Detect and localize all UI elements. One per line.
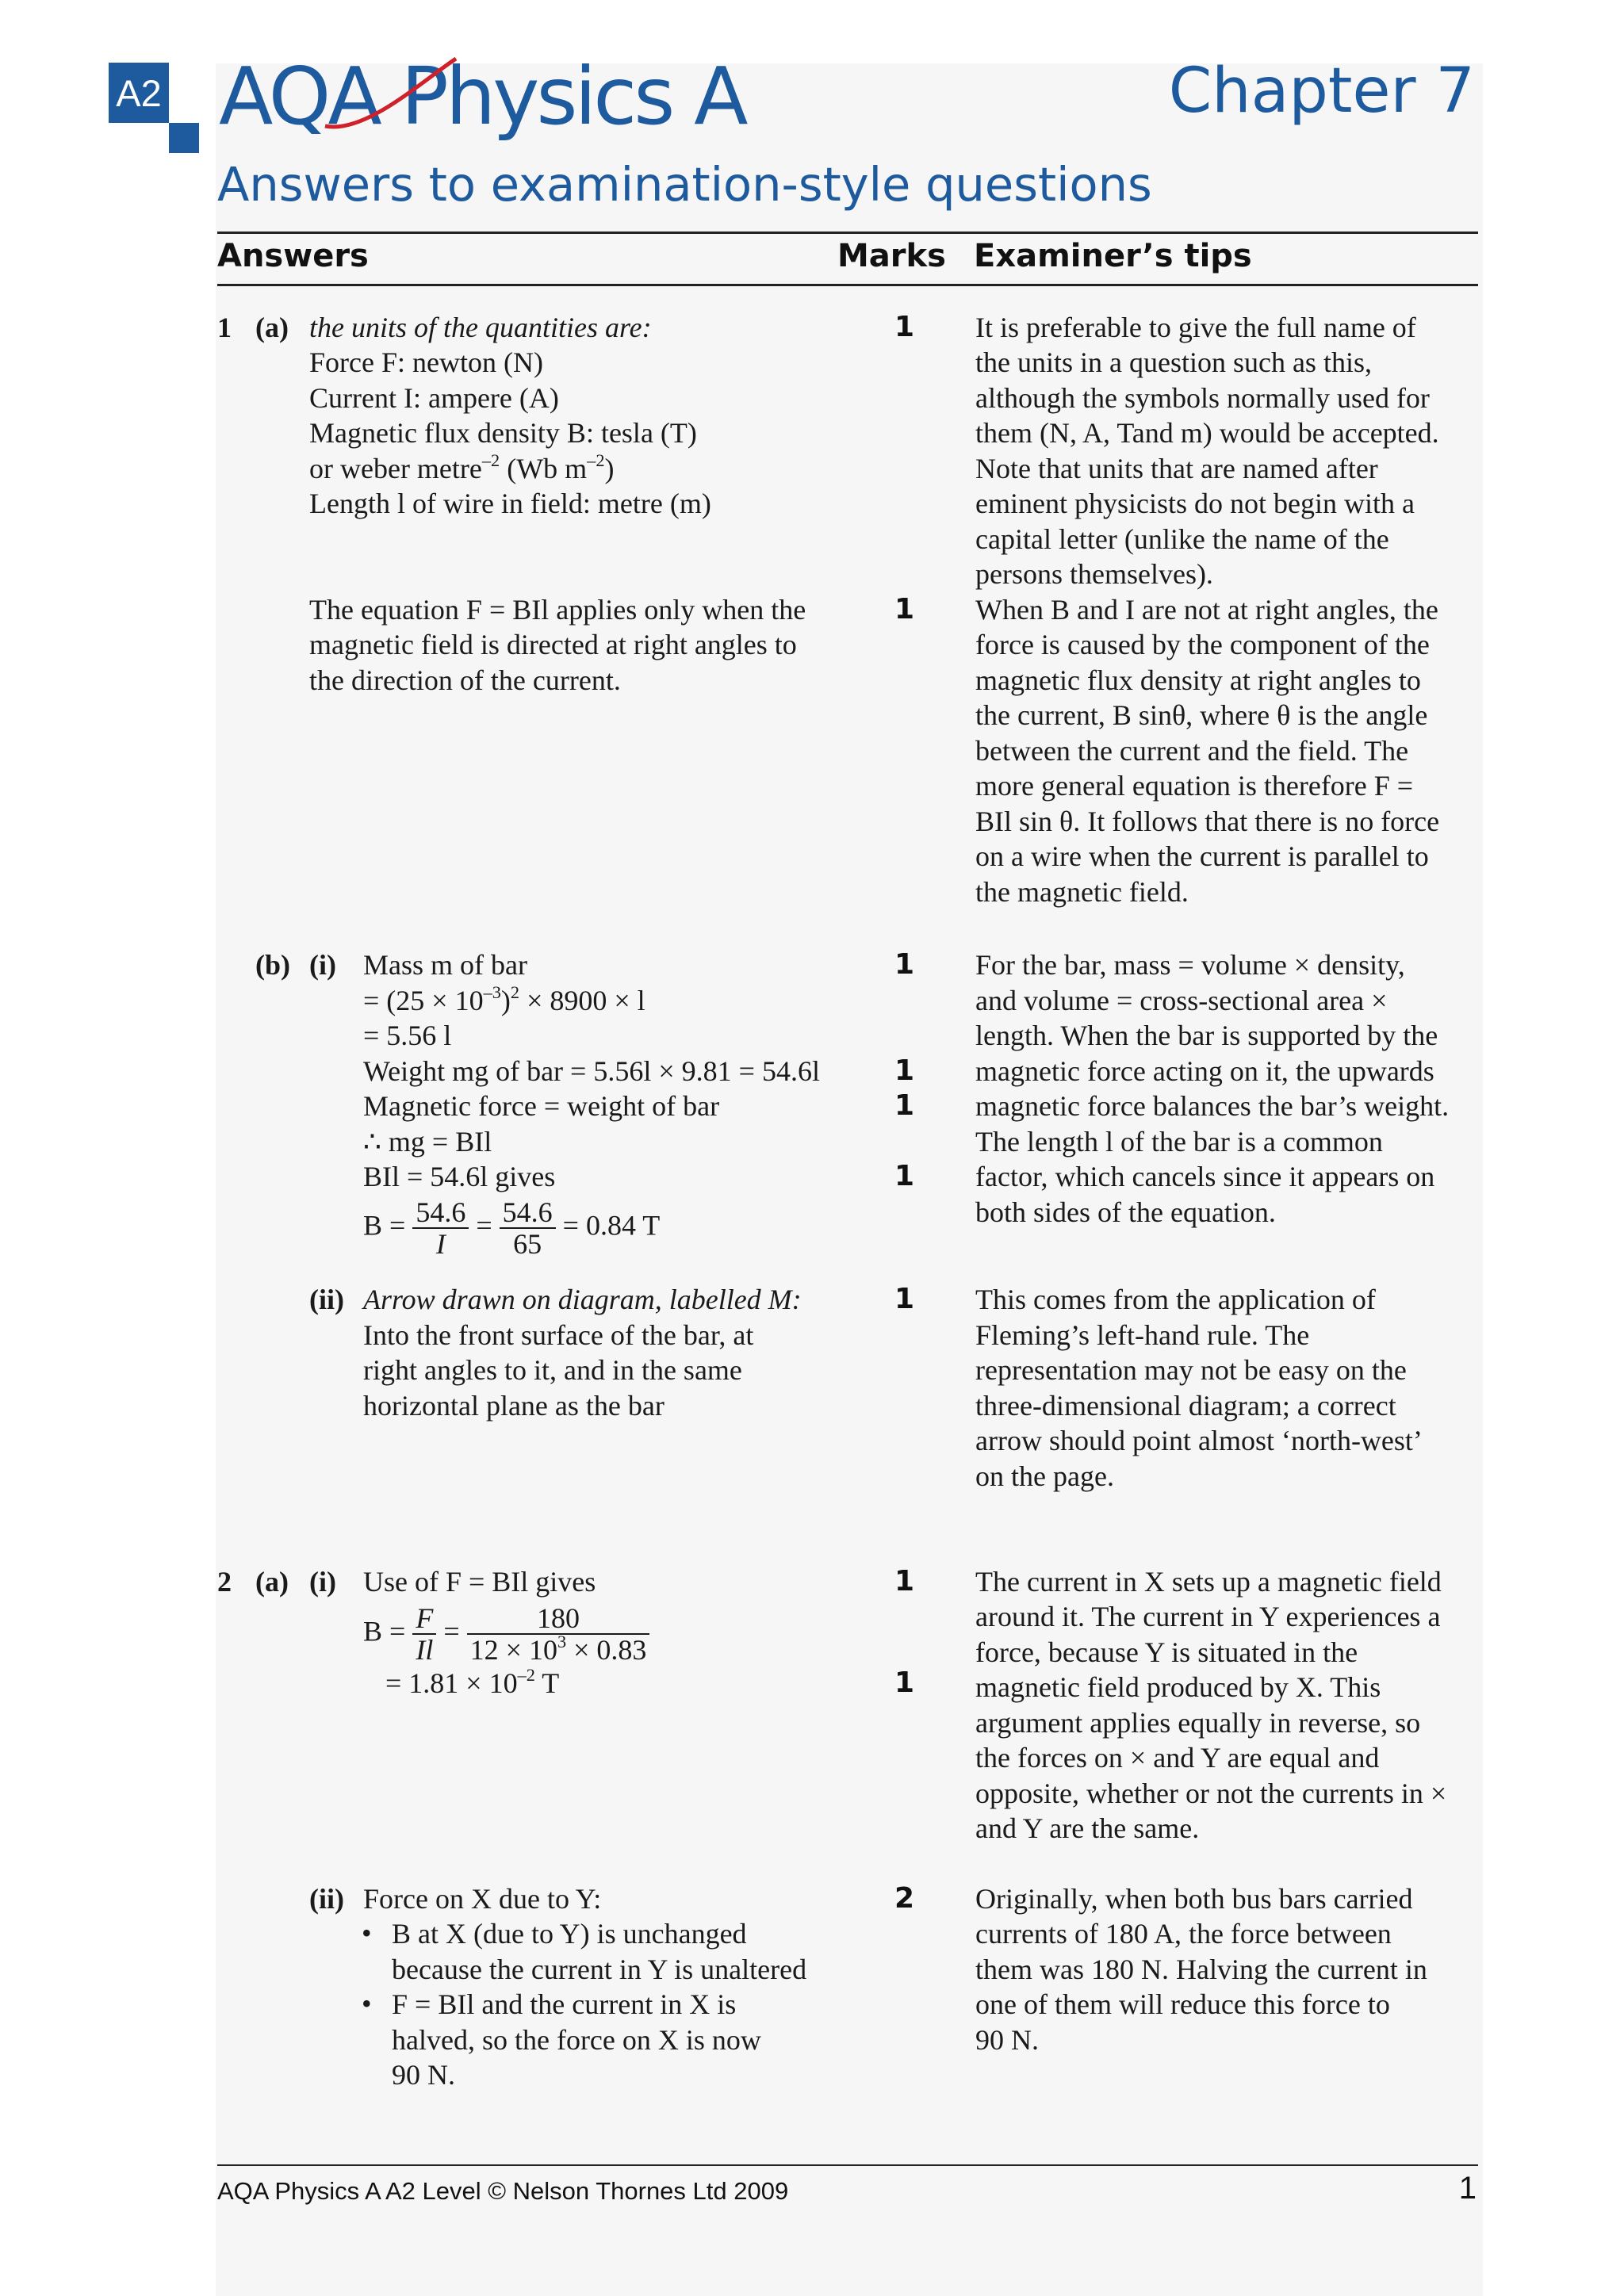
- tip-line: magnetic force acting on it, the upwards: [975, 1055, 1434, 1087]
- answer-text: = 1.81 × 10: [385, 1667, 518, 1699]
- unit-text: (Wb m: [507, 453, 588, 484]
- tip-line: For the bar, mass = volume × density,: [975, 949, 1405, 981]
- question-number: 2: [217, 1566, 232, 1598]
- answer-line: Weight mg of bar = 5.56l × 9.81 = 54.6l: [363, 1055, 820, 1087]
- mark-value: 1: [894, 1089, 915, 1122]
- denominator-text: × 0.83: [566, 1634, 647, 1666]
- badge-corner-square: [169, 123, 199, 153]
- tip-line: and volume = cross-sectional area ×: [975, 985, 1388, 1016]
- numerator: 54.6: [500, 1197, 556, 1229]
- bullet-icon: •: [362, 1988, 372, 2019]
- answer-line: the units of the quantities are:: [309, 312, 652, 343]
- numerator: 54.6: [412, 1197, 469, 1229]
- column-header-tips: Examiner’s tips: [974, 238, 1252, 274]
- mark-value: 1: [894, 311, 915, 343]
- tip-line: one of them will reduce this force to: [975, 1988, 1390, 2020]
- answer-line: B at X (due to Y) is unchanged: [392, 1918, 747, 1950]
- footer-rule: [217, 2164, 1478, 2166]
- subpart-label: (i): [309, 1566, 336, 1598]
- tip-line: three-dimensional diagram; a correct: [975, 1390, 1396, 1422]
- tip-line: It is preferable to give the full name of: [975, 312, 1416, 343]
- answer-text: = (25 × 10: [363, 985, 484, 1016]
- tip-line: around it. The current in Y experiences a: [975, 1601, 1441, 1632]
- tip-line: eminent physicists do not begin with a: [975, 488, 1415, 519]
- fraction: [412, 1603, 436, 1665]
- answer-line: or weber metre$^{-2}$ (Wb $m^{-2}$): [309, 450, 615, 484]
- mark-value: 2: [894, 1882, 915, 1915]
- footer-copyright: AQA Physics A A2 Level © Nelson Thornes Ltd 2009: [217, 2177, 789, 2205]
- fraction: [467, 1603, 650, 1665]
- denominator: I: [435, 1228, 446, 1260]
- tip-line: between the current and the field. The: [975, 735, 1409, 767]
- tip-line: magnetic force balances the bar’s weight.: [975, 1090, 1450, 1122]
- mark-value: 1: [894, 948, 915, 981]
- answer-line: Length l of wire in field: metre (m): [309, 488, 711, 519]
- answer-line: 90 N.: [392, 2059, 455, 2091]
- tip-line: The current in X sets up a magnetic field: [975, 1566, 1442, 1598]
- tip-line: When B and I are not at right angles, the: [975, 594, 1438, 626]
- tip-line: on a wire when the current is parallel to: [975, 840, 1429, 872]
- tip-line: force, because Y is situated in the: [975, 1636, 1358, 1668]
- answer-line: Force on X due to Y:: [363, 1883, 602, 1915]
- answer-line: = $(25 \times 10^{-3})^2 \times 8900 \times l$: [363, 982, 645, 1016]
- tip-line: argument applies equally in reverse, so: [975, 1707, 1421, 1739]
- tip-line: the magnetic field.: [975, 876, 1189, 908]
- tip-line: although the symbols normally used for: [975, 382, 1430, 414]
- equation-fraction: [363, 1197, 660, 1259]
- part-label: (b): [255, 949, 290, 981]
- bullet-icon: •: [362, 1917, 372, 1949]
- subpart-label: (ii): [309, 1284, 344, 1315]
- equation-text: =: [476, 1209, 492, 1242]
- fraction: [412, 1197, 469, 1259]
- equation-text: =: [443, 1615, 460, 1647]
- tip-line: magnetic field produced by X. This: [975, 1671, 1381, 1703]
- answer-line: horizontal plane as the bar: [363, 1390, 665, 1422]
- answer-line: Use of F = BIl gives: [363, 1566, 596, 1598]
- denominator: 65: [513, 1228, 542, 1260]
- tip-line: representation may not be easy on the: [975, 1354, 1407, 1386]
- tip-line: them was 180 N. Halving the current in: [975, 1954, 1427, 1985]
- tip-line: and Y are the same.: [975, 1812, 1200, 1844]
- answer-line: ∴ mg = BIl: [363, 1126, 492, 1158]
- answer-line: F = BIl and the current in X is: [392, 1988, 737, 2020]
- mark-value: 1: [894, 1054, 915, 1087]
- answer-line: = 5.56 l: [363, 1020, 452, 1051]
- answer-line: Current I: ampere (A): [309, 382, 559, 414]
- page-subtitle: Answers to examination-style questions: [217, 157, 1152, 212]
- column-header-marks: Marks: [837, 238, 946, 274]
- denominator-text: 12 × 10: [469, 1634, 557, 1666]
- unit-text: or weber metre: [309, 453, 482, 484]
- part-label: (a): [255, 1566, 289, 1598]
- answer-line: because the current in Y is unaltered: [392, 1954, 807, 1985]
- tip-line: arrow should point almost ‘north-west’: [975, 1425, 1423, 1456]
- denominator: Il: [416, 1634, 434, 1666]
- part-label: (a): [255, 312, 289, 343]
- tip-line: currents of 180 A, the force between: [975, 1918, 1392, 1950]
- answer-line: The equation F = BIl applies only when the: [309, 594, 806, 626]
- answer-line: the direction of the current.: [309, 664, 621, 696]
- tip-line: Originally, when both bus bars carried: [975, 1883, 1413, 1915]
- mark-value: 1: [894, 593, 915, 626]
- tip-line: BIl sin θ. It follows that there is no force: [975, 806, 1440, 837]
- mark-value: 1: [894, 1565, 915, 1598]
- tip-line: opposite, whether or not the currents in ×: [975, 1777, 1447, 1809]
- equation-text: = 0.84 T: [562, 1209, 661, 1242]
- answer-line: Magnetic flux density B: tesla (T): [309, 417, 697, 449]
- answer-line: Magnetic force = weight of bar: [363, 1090, 720, 1122]
- answer-line: halved, so the force on X is now: [392, 2024, 761, 2056]
- numerator: F: [412, 1603, 436, 1635]
- answer-line: BIl = 54.6l gives: [363, 1161, 556, 1192]
- tip-line: Fleming’s left-hand rule. The: [975, 1319, 1310, 1351]
- tip-line: both sides of the equation.: [975, 1196, 1276, 1228]
- mark-value: 1: [894, 1667, 915, 1699]
- tip-line: the forces on × and Y are equal and: [975, 1742, 1380, 1774]
- header-top-rule: [217, 232, 1478, 234]
- numerator: 180: [467, 1603, 650, 1635]
- header-bottom-rule: [217, 284, 1478, 286]
- equation-text: B =: [363, 1209, 406, 1242]
- question-number: 1: [217, 312, 232, 343]
- denominator: $12 \times 10^3 \times 0.83$: [469, 1631, 647, 1666]
- answer-line: Into the front surface of the bar, at: [363, 1319, 754, 1351]
- tip-line: factor, which cancels since it appears on: [975, 1161, 1435, 1192]
- mark-value: 1: [894, 1283, 915, 1315]
- answer-line: magnetic field is directed at right angles to: [309, 629, 797, 660]
- answer-line: Mass m of bar: [363, 949, 527, 981]
- tip-line: 90 N.: [975, 2024, 1039, 2056]
- level-badge: A2: [109, 63, 169, 123]
- answer-text: × 8900 × l: [519, 985, 645, 1016]
- fraction: [500, 1197, 556, 1259]
- mark-value: 1: [894, 1160, 915, 1192]
- tip-line: magnetic flux density at right angles to: [975, 664, 1421, 696]
- tip-line: length. When the bar is supported by the: [975, 1020, 1438, 1051]
- answer-line: = $1.81 \times 10^{-2}$ T: [385, 1664, 560, 1699]
- equation-fraction: [363, 1603, 649, 1665]
- logo-swoosh-icon: [317, 51, 460, 154]
- subpart-label: (i): [309, 949, 336, 981]
- tip-line: them (N, A, Tand m) would be accepted.: [975, 417, 1439, 449]
- tip-line: on the page.: [975, 1460, 1114, 1492]
- tip-line: Note that units that are named after: [975, 453, 1378, 484]
- subpart-label: (ii): [309, 1883, 344, 1915]
- tip-line: persons themselves).: [975, 558, 1213, 590]
- answer-line: Arrow drawn on diagram, labelled M:: [363, 1284, 802, 1315]
- tip-line: force is caused by the component of the: [975, 629, 1430, 660]
- page-number: 1: [1458, 2171, 1477, 2206]
- tip-line: This comes from the application of: [975, 1284, 1376, 1315]
- equation-text: B =: [363, 1615, 406, 1647]
- chapter-title: Chapter 7: [1168, 55, 1475, 127]
- brand-logo: AQA Physics A: [219, 50, 745, 143]
- tip-line: more general equation is therefore F =: [975, 770, 1414, 802]
- column-header-answers: Answers: [217, 238, 369, 274]
- tip-line: The length l of the bar is a common: [975, 1126, 1383, 1158]
- tip-line: the current, B sinθ, where θ is the angle: [975, 699, 1428, 731]
- answer-text: ): [500, 985, 511, 1016]
- tip-line: the units in a question such as this,: [975, 346, 1372, 378]
- answer-text: T: [534, 1667, 560, 1699]
- answer-line: right angles to it, and in the same: [363, 1354, 742, 1386]
- tip-line: capital letter (unlike the name of the: [975, 523, 1389, 555]
- answer-line: Force F: newton (N): [309, 346, 543, 378]
